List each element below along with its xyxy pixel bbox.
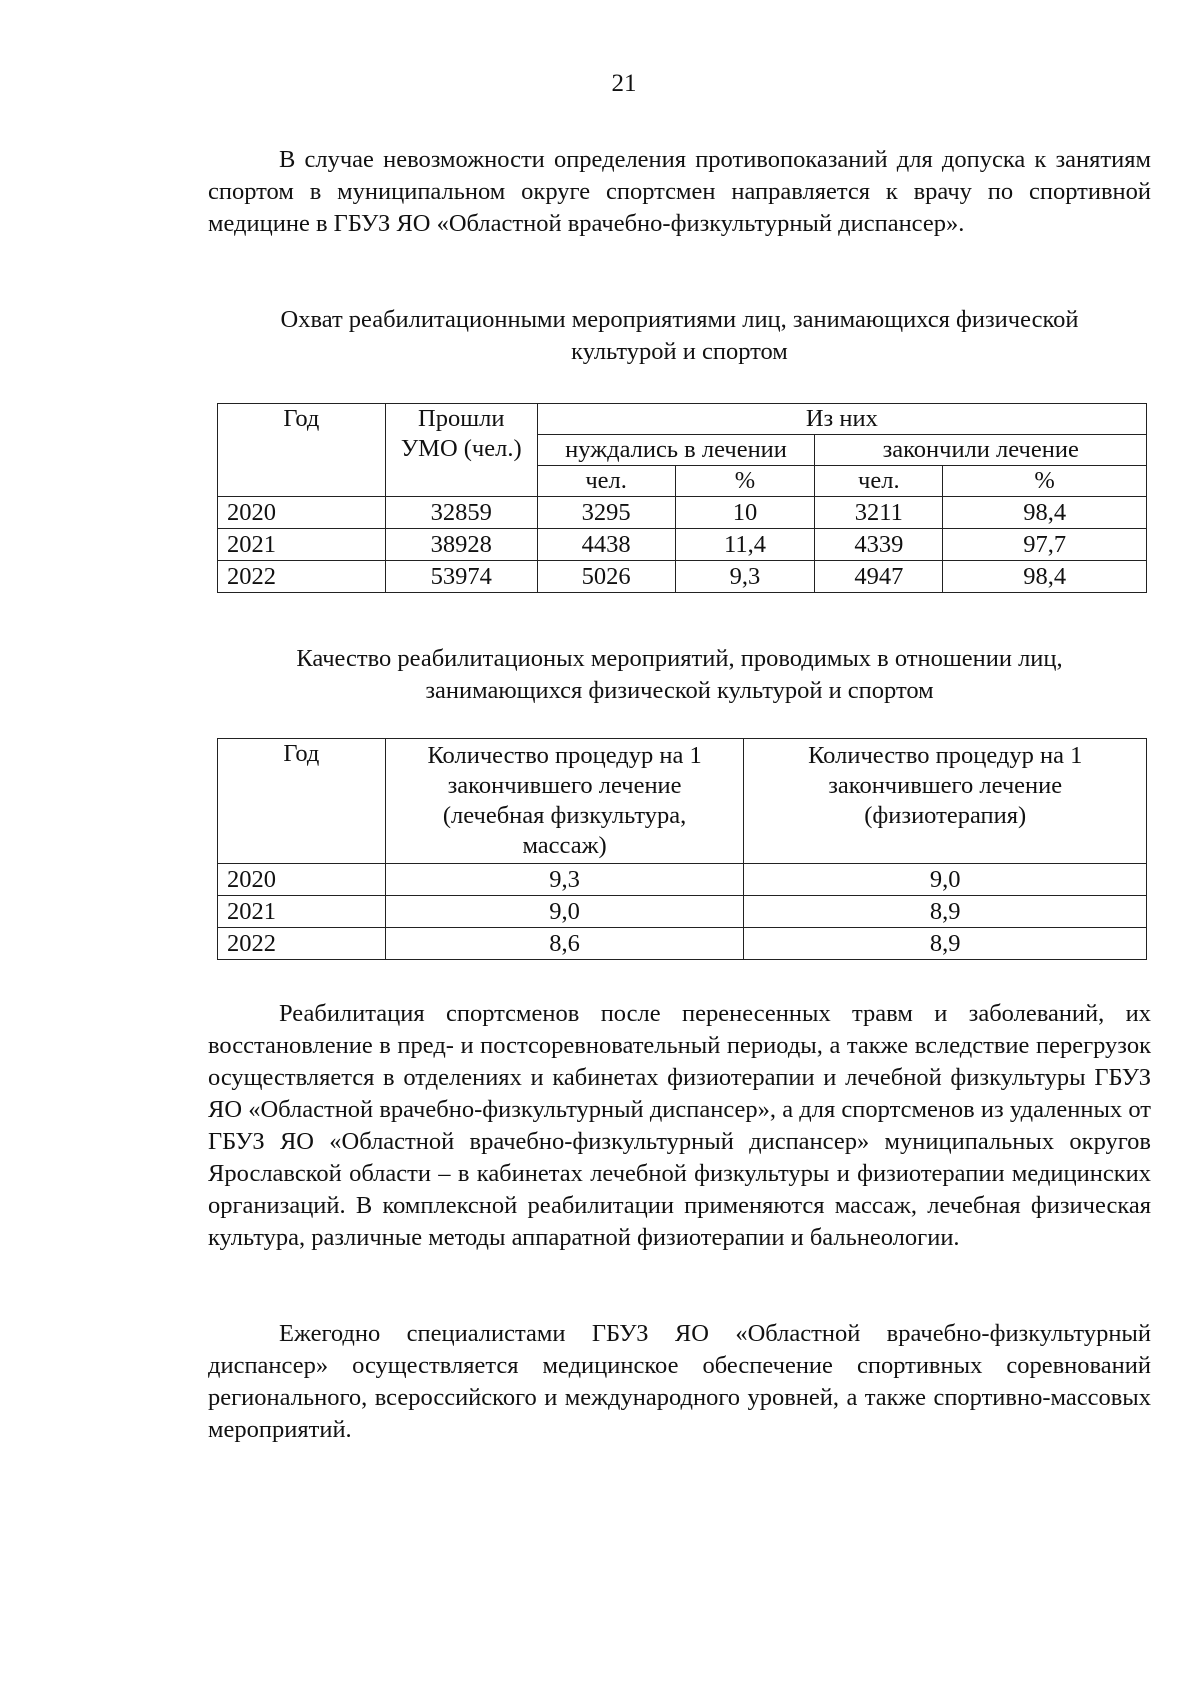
row-completed-people: 4339: [815, 529, 943, 561]
table2-caption-line2: занимающихся физической культурой и спортом: [425, 677, 934, 704]
row-procedures-physio: 8,9: [744, 928, 1147, 960]
row-needed-percent: 9,3: [675, 561, 815, 593]
row-passed: 38928: [385, 529, 537, 561]
header-completed-percent: %: [943, 466, 1147, 497]
header-needed-percent: %: [675, 466, 815, 497]
table2-caption: [208, 643, 1151, 707]
annual-support-paragraph: Ежегодно специалистами ГБУЗ ЯО «Областной врачебно-физкультурный диспансер» осуществляется медицинское обеспечение спортивных соревнований регионального, всероссийского и международного уровней, а также спортивно-массовых мероприятий.: [208, 1320, 1151, 1443]
table-row: [218, 928, 1147, 960]
coverage-table: [217, 403, 1147, 593]
table2-caption-line1: Качество реабилитационых мероприятий, проводимых в отношении лиц,: [296, 645, 1063, 672]
row-needed-people: 5026: [537, 561, 675, 593]
row-needed-people: 3295: [537, 497, 675, 529]
row-completed-percent: 98,4: [943, 497, 1147, 529]
row-needed-percent: 11,4: [675, 529, 815, 561]
header-year: Год: [218, 404, 386, 497]
row-procedures-lfk: 9,3: [385, 864, 744, 896]
table-row: [218, 896, 1147, 928]
row-procedures-physio: 8,9: [744, 896, 1147, 928]
row-year: 2021: [218, 529, 386, 561]
row-completed-people: 4947: [815, 561, 943, 593]
table-row: [218, 529, 1147, 561]
header-needed-treatment: нуждались в лечении: [537, 435, 815, 466]
header-completed-treatment: закончили лечение: [815, 435, 1147, 466]
row-procedures-physio: 9,0: [744, 864, 1147, 896]
row-passed: 32859: [385, 497, 537, 529]
intro-paragraph: В случае невозможности определения противопоказаний для допуска к занятиям спортом в муниципальном округе спортсмен направляется к врачу по спортивной медицине в ГБУЗ ЯО «Областной врачебно-физкультурный диспансер».: [208, 146, 1151, 237]
header-passed: Прошли УМО (чел.): [385, 404, 537, 497]
row-year: 2022: [218, 928, 386, 960]
row-needed-people: 4438: [537, 529, 675, 561]
row-procedures-lfk: 9,0: [385, 896, 744, 928]
table-row: [218, 561, 1147, 593]
header-procedures-lfk: Количество процедур на 1 закончившего лечение (лечебная физкультура, массаж): [385, 739, 744, 864]
table1-caption-line1: Охват реабилитационными мероприятиями лиц, занимающихся физической: [280, 306, 1079, 333]
table-row: [218, 864, 1147, 896]
header-of-them: Из них: [537, 404, 1146, 435]
row-year: 2020: [218, 864, 386, 896]
row-completed-percent: 97,7: [943, 529, 1147, 561]
row-completed-percent: 98,4: [943, 561, 1147, 593]
table1-caption-line2: культурой и спортом: [571, 338, 788, 365]
header-year: Год: [218, 739, 386, 864]
row-year: 2022: [218, 561, 386, 593]
row-procedures-lfk: 8,6: [385, 928, 744, 960]
header-procedures-physio: Количество процедур на 1 закончившего лечение (физиотерапия): [744, 739, 1147, 864]
row-passed: 53974: [385, 561, 537, 593]
table-row: [218, 497, 1147, 529]
row-needed-percent: 10: [675, 497, 815, 529]
row-year: 2020: [218, 497, 386, 529]
row-year: 2021: [218, 896, 386, 928]
header-needed-people: чел.: [537, 466, 675, 497]
page-number: 21: [611, 70, 637, 97]
quality-table: [217, 738, 1147, 960]
rehabilitation-paragraph: Реабилитация спортсменов после перенесенных травм и заболеваний, их восстановление в пред- и постсоревновательный периоды, а также вследствие перегрузок осуществляется в отделениях и кабинетах физиотерапии и лечебной физкультуры ГБУЗ ЯО «Областной врачебно-физкультурный диспансер», а для спортсменов из удаленных от ГБУЗ ЯО «Областной врачебно-физкультурный диспансер» муниципальных округов Ярославской области – в кабинетах лечебной физкультуры и физиотерапии медицинских организаций. В комплексной реабилитации применяются массаж, лечебная физическая культура, различные методы аппаратной физиотерапии и бальнеологии.: [208, 1000, 1151, 1251]
table1-caption: [208, 304, 1151, 368]
header-completed-people: чел.: [815, 466, 943, 497]
row-completed-people: 3211: [815, 497, 943, 529]
